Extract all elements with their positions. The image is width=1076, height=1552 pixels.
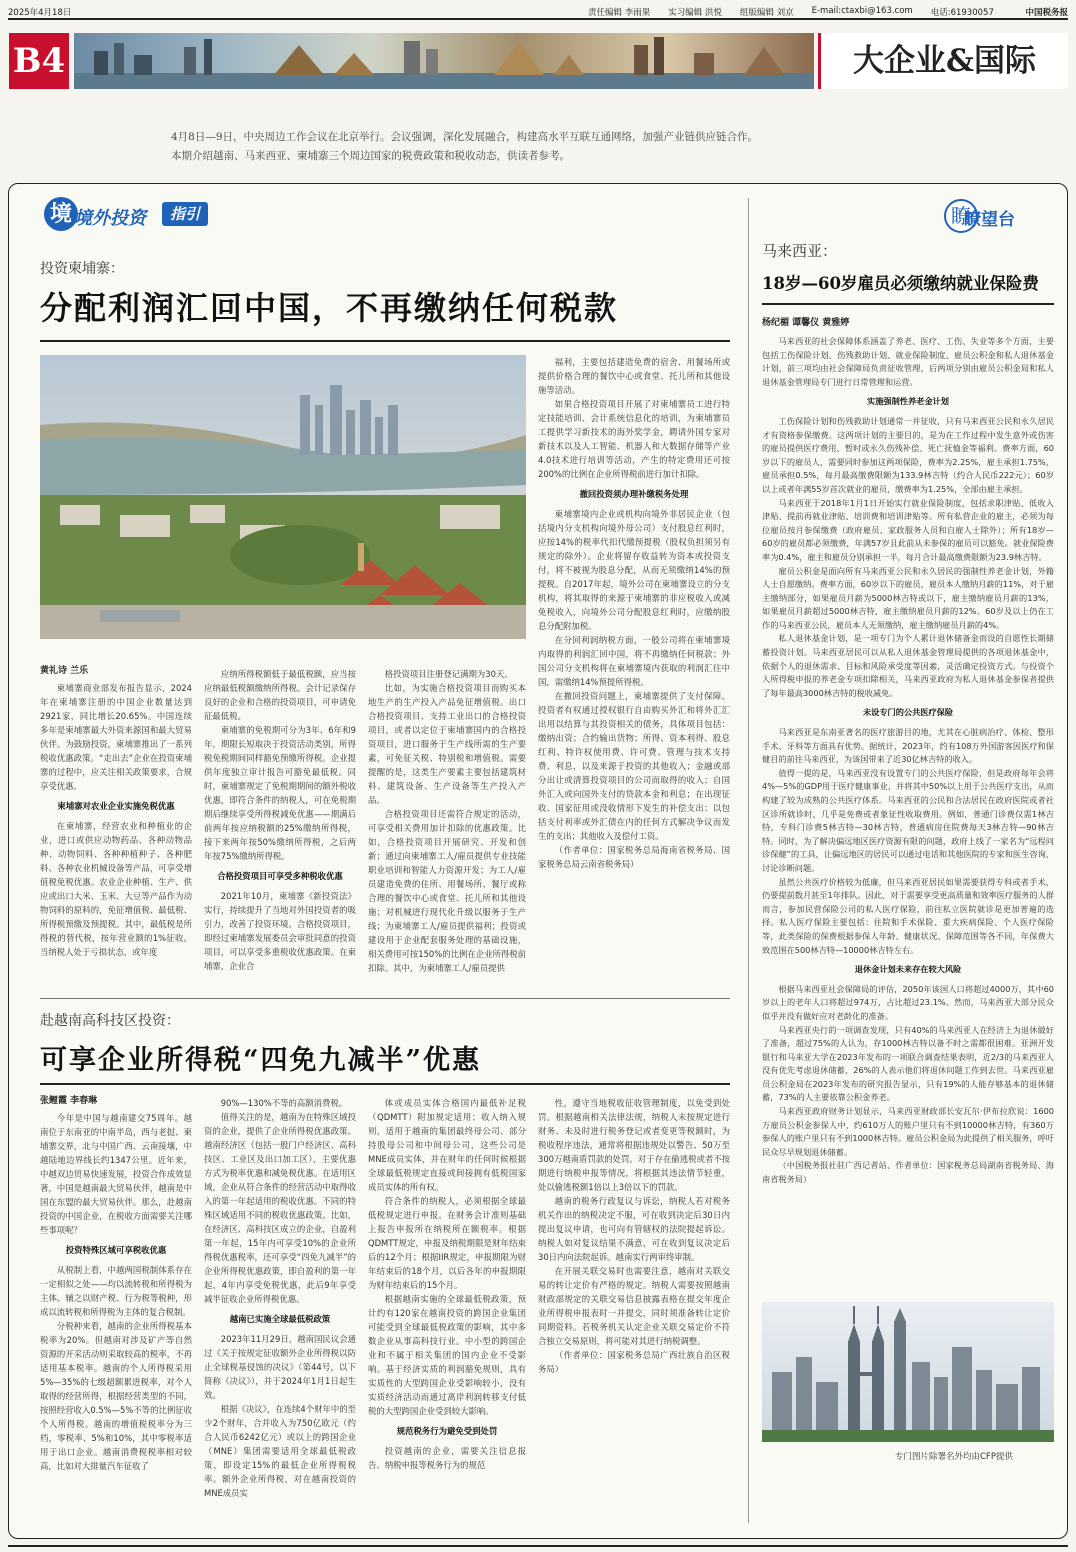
article1-kicker: 投资柬埔寨： <box>40 261 124 277</box>
column-divider <box>748 198 749 1523</box>
article1-rule <box>40 340 730 342</box>
article-separator <box>40 998 730 999</box>
eye-icon: 瞭 <box>944 199 978 233</box>
paragraph: 柬埔寨的免税期可分为3年、6年和9年，期限长短取决于投资活动类别，所得税免税期间同样豁免预缴所得税。企业提供年度独立审计报告可豁免最低税。同时，柬埔寨规定了免税期期间的额外税收优惠，即符合条件的纳税人，可在免税期期后继续享受所得税减免优惠——期满后前两年按应纳税额的25%缴纳所得税，接下来两年按50%缴纳所得税，之后两年按75%缴纳所得税。 <box>204 725 356 861</box>
author-affiliation: （作者单位：国家税务总局海南省税务局、国家税务总局云南省税务局） <box>538 845 730 869</box>
paragraph: 应纳所得税额低于最低税额，应当按应纳最低税额缴纳所得税。会计记录保存良好的企业和合格的投资项目，可申请免征最低税。 <box>204 669 356 721</box>
paragraph: 马来西亚是东南亚著名的医疗旅游目的地，尤其在心脏病治疗、体检、整形手术、牙科等方面具有优势。据统计，2023年，约有108万外国游客因医疗和保健目的前往马来西亚，为该国带来了近30亿林吉特的收入。 <box>762 727 1054 765</box>
article3-kicker: 马来西亚： <box>762 242 838 260</box>
header-skyline-image <box>74 33 814 89</box>
page-bottom-rule <box>8 1545 1068 1547</box>
article2-byline: 张鲤霞 李春琳 <box>40 1096 98 1106</box>
intro-text <box>150 128 940 166</box>
editor-credit: 实习编辑 洪悦 <box>668 8 722 18</box>
editor-credits <box>588 6 994 18</box>
paragraph: 越南的税务行政复议与诉讼，纳税人若对税务机关作出的纳税决定不服，可在收到决定后30日内提出复议申请，也可向有管辖权的法院提起诉讼。纳税人如对复议结果不满意，可在收到复议决定后30日内向法院起诉。越南实行两审终审制。 <box>538 1196 730 1262</box>
subheading: 越南已实施全球最低税政策 <box>229 1314 331 1324</box>
subheading: 未设专门的公共医疗保险 <box>862 707 954 718</box>
subheading: 投资特殊区域可享税收优惠 <box>65 1245 167 1255</box>
skyline-illustration <box>74 33 814 89</box>
paragraph: 在分回利润纳税方面，一般公司将在柬埔寨境内取得的利润汇回中国，将不再缴纳任何税款；外国公司分支机构将在柬埔寨境内获取的利润汇往中国，需缴纳14%预提所得税。 <box>538 635 730 687</box>
paragraph: 柬埔寨商业部发布报告显示，2024年在柬埔寨注册的中国企业数量达到2921家，同比增长20.65%。中国连续多年是柬埔寨最大外资来源国和最大贸易伙伴。为鼓励投资，柬埔寨推出了一系列税收优惠政策。“走出去”企业在投资柬埔寨的过程中，应关注相关政策要求，合规享受优惠。 <box>40 683 192 791</box>
subheading: 退休金计划未来存在较大风险 <box>854 964 962 975</box>
article2-rule <box>40 1083 730 1085</box>
article1-headline: 分配利润汇回中国，不再缴纳任何税款 <box>40 289 619 327</box>
subheading: 柬埔寨对农业企业实施免税优惠 <box>57 801 175 811</box>
paragraph: 根据越南实施的全球最低税政策，预计约有120家在越南投资的跨国企业集团可能受到全球最低税政策的影响，其中多数企业从事高科技行业。中小型的跨国企业和不属于相关集团的国内企业不受影响。基于经济实质的利润豁免规则，具有实质性的大型跨国企业受影响较小，没有实质经济活动而通过离岸利润转移支付低税的大型跨国企业受到较大影响。 <box>368 1294 526 1416</box>
paragraph: 如果合格投资项目开展了对柬埔寨员工进行特定技能培训、会计系统信息化的培训，为柬埔寨员工提供学习新技术的海外奖学金，聘请外国专家对新技术以及人工智能、机器人和大数据存储等产业4.0技术进行培训等活动，产生的特定费用还可按200%的比例在企业所得税前进行加计扣除。 <box>538 399 730 479</box>
phnom-penh-aerial-photo <box>40 355 526 639</box>
article3-rule <box>762 303 1054 305</box>
section-title: 大企业&国际 <box>818 33 1068 89</box>
paragraph: 马来西亚的社会保障体系涵盖了养老、医疗、工伤、失业等多个方面，主要包括工伤保险计划、伤残救助计划、就业保险制度、雇员公积金和私人退休基金计划，前三项均由社会保障局负责征收管理，后两项分别由雇员公积金局和私人退休基金管理局专门进行日常管理和运营。 <box>762 336 1054 387</box>
paragraph: 90%—130%不等的高额消费税。 <box>220 1098 348 1108</box>
paragraph: 虽然公共医疗价格较为低廉，但马来西亚居民如果需要获得专科或者手术，仍要提前数月甚至1年排队。因此，对于需要享受更高质量和效率医疗服务的人群而言，参加民营保险公司的私人医疗保险，前往私立医院就诊是更加普遍的选择。私人医疗保险主要包括：住院和手术保险、重大疾病保险、个人医疗保险等，此类保险的保费根据参保人年龄、健康状况、保障范围等各不同，年保费大致范围在500林吉特—10000林吉特左右。 <box>762 876 1054 955</box>
issue-date: 2025年4月18日 <box>8 8 72 18</box>
city-illustration <box>40 355 526 639</box>
article3-column <box>762 335 1054 1295</box>
paragraph: 马来西亚于2018年1月1日开始实行就业保险制度，包括求职津贴、低收入津贴、提前再就业津贴、培训费和培训津贴等。所有私营企业的雇主，必须为每位雇员按月参保缴费（政府雇员、家政服务人员和自雇人士除外）；所有18岁—60岁的雇员都必须缴费，年满57岁且此前从未参保的雇员可以豁免。就业保险费率为0.4%，雇主和雇员分别承担一半，每月合计最高缴费限额为23.9林吉特。 <box>762 497 1054 562</box>
article1-column <box>538 355 730 941</box>
intro-line: 4月8日—9日，中央周边工作会议在北京举行。会议强调，深化发展融合，构建高水平互联互通网络，加强产业链供应链合作。 <box>171 131 759 143</box>
paragraph: 工伤保险计划和伤残救助计划通常一并征收，只有马来西亚公民和永久居民才有资格参保缴费。这两项计划的主要目的，是为在工作过程中发生意外或伤害的雇员提供医疗费用、暂时或永久伤残补偿、死亡抚恤金等福利。费率方面，60岁以下的雇员人，需要同时参加这两项保险，费率为2.25%，雇主承担1.75%，雇员承担0.5%，每月最高缴费限额为133.9林吉特（约合人民币222元）；60岁以上或者年满55岁首次就业的雇员，缴费率为1.25%，全部由雇主承担。 <box>762 415 1054 494</box>
paragraph: 值得一提的是，马来西亚没有设置专门的公共医疗保险，但是政府每年会将4%—5%的GDP用于医疗健康事业，并将其中50%以上用于公共医疗支出，从而构建了较为成熟的公共医疗体系。马来西亚的公民和合法居民在政府医院或者社区诊所就诊时，几乎是免费或者象征性收取费用。例如，普通门诊费仅需1林吉特，专科门诊费5林吉特—30林吉特，普通病房住院费每天3林吉特—90林吉特。同时，为了解决偏远地区医疗资源有限的问题，政府上线了一家名为“远程问诊保健”的工具，让偏远地区的居民可以通过电话和其他医院的专家和医生咨询、讨论诊断问题。 <box>762 767 1054 873</box>
paragraph: 2021年10月，柬埔寨《新投资法》实行，持续提升了当地对外国投资者的吸引力，改善了投资环境。合格投资项目，即经过柬埔寨发展委员会审批同意的投资项目，可以享受多重税收优惠政策。在柬埔寨，企业合 <box>204 891 356 971</box>
badge-tag: 指引 <box>162 202 208 226</box>
paragraph: 根据《决议》，在连续4个财年中的至少2个财年，合并收入为750亿欧元（约合人民币6242亿元）或以上的跨国企业（MNE）集团需要适用全球最低税政策，即设定15%的最低企业所得税税率。额外企业所得税，对在越南投资的MNE成员实 <box>204 1404 356 1498</box>
author-affiliation: （作者单位：国家税务总局广西壮族自治区税务局） <box>538 1350 730 1374</box>
masthead <box>8 6 1068 20</box>
paragraph: 马来西亚央行的一项调查发现，只有40%的马来西亚人在经济上为退休做好了准备，超过75%的人认为，存1000林吉特以备不时之需都很困难。亚洲开发银行和马来亚大学在2023年发布的一项联合调查结果表明，近2/3的马来西亚人没有优先考虑退休储蓄，26%的人表示他们将退休问题工作到去世。马来西亚雇员公积金局在2023年发布的研究报告显示，只有19%的人能存够基本的退休储蓄，73%的人主要依靠公积金养老。 <box>762 1024 1054 1103</box>
subheading: 合格投资项目可享受多种税收优惠 <box>217 871 343 881</box>
paragraph: 今年是中国与越南建交75周年。越南位于东南亚的中南半岛，西与老挝、柬埔寨交界，北与中国广西、云南接壤，中越陆地边界线长约1347公里。近年来，中越双边贸易快速发展，投资合作成效显著，中国是越南最大贸易伙伴，越南是中国在东盟的最大贸易伙伴。那么，赴越南投资的中国企业，在税收方面需要关注哪些事项呢？ <box>40 1113 192 1235</box>
paragraph: 格投资项目注册登记满期为30天。 <box>384 669 513 679</box>
page-number: B4 <box>9 33 69 89</box>
paragraph: 从税制上看，中越两国税制体系存在一定相似之处——均以流转税和所得税为主体。辅之以财产税、行为税等税种，形成以流转税和所得税为主体的复合税制。 <box>40 1265 192 1317</box>
paragraph: 符合条件的纳税人，必须根据全球最低税规定进行申报。在财务会计准则基础上报告申报所在纳税所在额税率。根据QDMTT规定，申报及纳税期限是财年结束后的12个月；根据IIR规定，申报期限为财年结束后的18个月，以后各年的申报期限为财年结束后的15个月。 <box>368 1196 526 1290</box>
article2-column <box>40 1111 192 1526</box>
kuala-lumpur-skyline-photo <box>762 1302 1054 1442</box>
article1-column <box>204 667 356 971</box>
editor-phone: 电话:61930057 <box>930 8 994 18</box>
paragraph: 2023年11月29日，越南国民议会通过《关于按规定征收额外企业所得税以防止全球税基侵蚀的决议》（第44号，以下简称《决议》），并于2024年1月1日起生效。 <box>204 1334 356 1400</box>
article1-byline: 黄礼诗 兰乐 <box>40 666 89 676</box>
paragraph: 福利，主要包括建造免费的宿舍、用餐场所或提供价格合理的餐饮中心或食堂、托儿所和其他设施等活动。 <box>538 357 730 395</box>
intro-line: 本期介绍越南、马来西亚、柬埔寨三个周边国家的税费政策和税收动态，供读者参考。 <box>171 150 570 162</box>
paragraph: 投资越南的企业，需要关注信息报告、纳税申报等税务行为的规范 <box>368 1446 526 1470</box>
paragraph: 在柬埔寨，经营农业和种植业的企业，进口或供应动物药品、各种动物品种、动物饲料、各种种植种子、各种肥料、各种农业机械设备等产品，可享受增值税免税优惠。农业企业种植、生产、供应或出口大米、玉米、大豆等产品作为动物饲料的原料的，免征增值税、最低税、所得税预缴及预提税。其中，最低税是所得税的替代税，按年营业额的1%征收。当纳税人处于亏损状态，或年度 <box>40 821 192 957</box>
paragraph: 柬埔寨境内企业或机构向境外非居民企业（包括境内分支机构向境外母公司）支付股息红利时，应按14%的税率代扣代缴预提税（股权负担须另有规定的除外）。企业将留存收益转为资本或投资支付，将不被视为股息分配，从而无须缴纳14%的预提税。自2017年起，境外公司在柬埔寨设立的分支机构，将其取得的来源于柬埔寨的非应税收入或减免税收入，向境外公司分配股息红利时，应缴纳股息分配附加税。 <box>538 509 730 631</box>
article3-headline: 18岁—60岁雇员必须缴纳就业保险费 <box>762 274 1039 293</box>
article2-column <box>538 1096 730 1526</box>
paragraph: 体或成员实体合格国内最低补足税（QDMTT）附加规定适用；收入纳入规则，适用于越南的集团最终母公司、部分持股母公司和中间母公司，这些公司是MNE成员实体，并在财年的任何时候根据全球最低税规定直接或间接拥有低税国家成员实体的所有权。 <box>368 1098 526 1192</box>
globe-icon: 境 <box>44 197 78 231</box>
paragraph: 雇员公积金是面向所有马来西亚公民和永久居民的强制性养老金计划，外籍人士自愿缴纳。费率方面，60岁以下的雇员，雇员本人缴纳月薪的11%，对于雇主缴纳部分，如果雇员月薪为5000林吉特或以下，雇主缴纳雇员月薪的13%，如果雇员月薪超过5000林吉特，雇主缴纳雇员月薪的12%。60岁及以上仍在工作的马来西亚公民，雇员本人无须缴纳，雇主缴纳雇员月薪的4%。 <box>762 565 1054 630</box>
paragraph: 在开展关联交易时也需要注意，越南对关联交易的转让定价有严格的规定。纳税人需要按照越南财政部规定的关联交易信息披露表格在提交年度企业所得税申报表时一并提交，同时须准备转让定价同期资料。若税务机关认定企业关联交易定价不符合独立交易原则，将可能对其进行纳税调整。 <box>538 1266 730 1346</box>
column-badge-lookout <box>944 199 1044 233</box>
subheading: 实施强制性养老金计划 <box>867 396 949 407</box>
editor-email: E-mail:ctaxbi@163.com <box>811 6 913 16</box>
badge-title: 瞭望台 <box>964 210 1015 230</box>
article2-column <box>204 1096 356 1526</box>
article3-byline: 杨纪楣 谭馨仪 黄雅婷 <box>762 318 850 328</box>
article1-column <box>368 667 526 973</box>
paragraph: 值得关注的是，越南为在特殊区域投资的企业，提供了企业所得税优惠政策。越南经济区（包括一般门户经济区、高科技区、工业区及出口加工区），主要优惠方式为税率优惠和减免税优惠。在适用区域，企业从符合条件的经营活动中取得收入的第一年起适用的税收优惠。不同的特殊区域适用不同的税收优惠政策。比如，在经济区、高科技区成立的企业，自盈利第一年起，15年内可享受10%的企业所得税优惠税率，还可享受“四免九减半”的企业所得税优惠政策，即自盈利的第一年起，4年内享受免税优惠，此后9年享受减半征收企业所得税优惠。 <box>204 1112 356 1304</box>
article1-column <box>40 681 192 957</box>
editor-credit: 组版编辑 刘京 <box>739 8 794 18</box>
badge-title: 境外投资 <box>74 208 146 229</box>
paragraph: 合格投资项目还需符合规定的活动，可享受相关费用加计扣除的优惠政策。比如，合格投资项目开展研究、开发和创新；通过向柬埔寨工人/雇员提供专业技能职业培训和智能人力资源开发；为工人/雇员建造免费的住所、用餐场所、餐厅或称合理的餐饮中心或食堂、托儿所和其他设施；对机械进行现代化升级以服务于生产线；为柬埔寨工人/雇员提供福利；投资或建设用于企业配套服务处理的基础设施，相关费用可按150%的比例在企业所得税前扣除。其中，为柬埔寨工人/雇员提供 <box>368 809 526 973</box>
paper-name: 中国税务报 <box>1025 8 1068 18</box>
paragraph: 性，遵守当地税收征收管理制度，以免受到处罚。根据越南相关法律法规，纳税人未按规定进行财务、未及时进行税务登记或者变更等税额时，为税收程序违法，通常将根据违规处以警告、50万至300万越南盾罚款的处罚。对于存在偷逃税或者不按期进行纳税申报等情况，将根据其违法情节轻重，处以偷逃税额1倍以上3倍以下的罚款。 <box>538 1098 730 1192</box>
skyline-illustration <box>762 1302 1054 1442</box>
editor-credit: 责任编辑 李雨果 <box>588 8 651 18</box>
article2-column <box>368 1096 526 1526</box>
author-affiliation: （中国税务报社驻广西记者站、作者单位：国家税务总局湖南省税务局、海南省税务局） <box>762 1160 1054 1185</box>
paragraph: 在撤回投资问题上，柬埔寨提供了支付保障。投资者有权通过授权银行自由购买外汇和将外汇汇出用以结算与其投资相关的债务，具体项目包括：缴纳出资；合约输出货物；所得、资本利得、股息红利、特许权使用费、许可费、管理与技术支持费、利息，以及来源于投资的其他收入；金融或部分出让或清算投资项目的公司而取得的收入；自国外汇入或向国外支付的贷款本金和利息；在出现征收、国家征用或没收情形下发生的补偿支出；以包括支付利率或外汇债在内的任何方式解决争议而发生的支出；其他收入及偿付工资。 <box>538 691 730 841</box>
subheading: 规范税务行为避免受到处罚 <box>396 1426 498 1436</box>
paragraph: 马来西亚政府财务计划显示，马来西亚财政部长安瓦尔·伊布拉欣说：1600万雇员公积金参保人中，约610万人的账户里只有不到10000林吉特，有360万参保人的账户里只有不到1000林吉特。雇员公积金局为此提供了相关服务，呼吁民众尽早规划退休储蓄。 <box>762 1106 1054 1157</box>
paragraph: 私人退休基金计划，是一项专门为个人累计退休储备金而设的自愿性长期储蓄投资计划。马来西亚居民可以从私人退休基金管理局提供的各项退休基金中，依据个人的退休需求、目标和风险承受度等因素，灵活确定投资方式。与投资个人所得税申报的养老金专项扣除相关，马来西亚政府为私人退休基金参保者提供了每年最高3000林吉特的税收减免。 <box>762 633 1054 698</box>
subheading: 撤回投资须办理补缴税务处理 <box>579 489 689 499</box>
article2-kicker: 赴越南高科技区投资： <box>40 1013 180 1029</box>
paragraph: 分税种来看，越南的企业所得税基本税率为20%。但越南对涉及矿产等自然资源的开采活动则采取较高的税率，不再适用基本税率。越南的个人所得税采用5%—35%的七级超额累进税率，对个人取得的经营所得，根据经营类型的不同，按照经营收入0.5%—5%不等的比例征收个人所得税。越南的增值税税率分为三档，零税率、5%和10%，其中零税率适用于出口企业。越南消费税税率相对较高，比如对大排量汽车征收了 <box>40 1321 192 1471</box>
paragraph: 比如，为实施合格投资项目而购买本地生产的生产投入产品免征增值税。出口合格投资项目、支持工业出口的合格投资项目，或者以定位于柬埔寨国内的合格投资项目，进口服务于生产线所需的生产要素，可免征关税、特别税和增值税。需要提醒的是，这类生产要素主要包括建筑材料、建筑设备、生产设备等生产投入产品。 <box>368 683 526 805</box>
paragraph: 根据马来西亚社会保障局的评估，2050年该国人口将超过4000万，其中60岁以上的老年人口将超过974万，占比超过23.1%。然而，马来西亚大部分民众似乎并没有做好应对老龄化的准备。 <box>762 983 1054 1021</box>
article2-headline: 可享企业所得税“四免九减半”优惠 <box>40 1045 482 1076</box>
column-badge-overseas-investment <box>44 197 212 231</box>
photo-credit: 专门图片除署名外均由CFP提供 <box>895 1452 1013 1462</box>
